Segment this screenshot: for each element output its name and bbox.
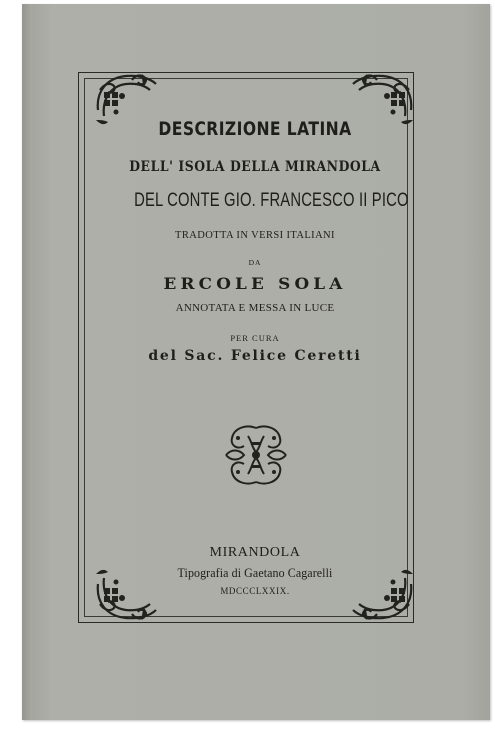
editor-name: del Sac. Felice Ceretti [148,348,362,364]
care-label: PER CURA [230,333,280,343]
translation-note: TRADOTTA IN VERSI ITALIANI [175,230,335,241]
printer-name: Tipografia di Gaetano Cagarelli [177,565,333,580]
book-subject: DELL' ISOLA DELLA MIRANDOLA [129,159,381,175]
center-ornament-icon [222,422,290,488]
translator-name: ERCOLE SOLA [163,274,347,293]
page-fold-shadow [22,4,32,720]
publication-year: MDCCCLXXIX. [220,586,290,596]
annotation-note: ANNOTATA E MESSA IN LUCE [175,302,335,314]
book-title: DESCRIZIONE LATINA [158,118,352,140]
publication-place: MIRANDOLA [209,545,301,560]
by-label: DA [248,258,262,267]
book-author: DEL CONTE GIO. FRANCESCO II PICO [134,190,409,211]
